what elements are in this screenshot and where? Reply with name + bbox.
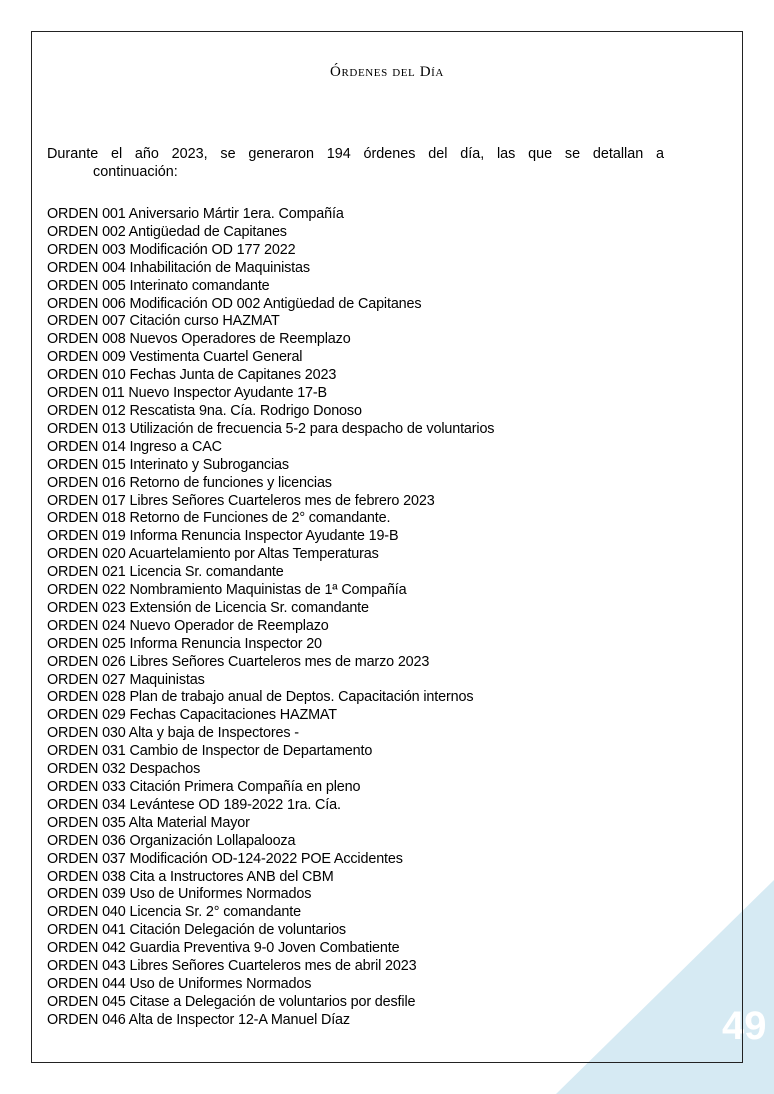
order-item: ORDEN 040 Licencia Sr. 2° comandante — [47, 904, 301, 921]
order-item: ORDEN 028 Plan de trabajo anual de Deptos. Capacitación internos — [47, 689, 474, 706]
order-item: ORDEN 003 Modificación OD 177 2022 — [47, 241, 296, 258]
order-item: ORDEN 006 Modificación OD 002 Antigüedad de Capitanes — [47, 295, 422, 312]
order-item: ORDEN 023 Extensión de Licencia Sr. comandante — [47, 599, 369, 616]
order-item: ORDEN 011 Nuevo Inspector Ayudante 17-B — [47, 385, 327, 402]
intro-line-2: continuación: — [93, 164, 178, 180]
order-item: ORDEN 017 Libres Señores Cuarteleros mes de febrero 2023 — [47, 492, 435, 509]
order-item: ORDEN 020 Acuartelamiento por Altas Temperaturas — [47, 546, 379, 563]
order-item: ORDEN 029 Fechas Capacitaciones HAZMAT — [47, 707, 337, 724]
order-item: ORDEN 043 Libres Señores Cuarteleros mes de abril 2023 — [47, 958, 417, 975]
order-item: ORDEN 026 Libres Señores Cuarteleros mes de marzo 2023 — [47, 653, 430, 670]
order-item: ORDEN 046 Alta de Inspector 12-A Manuel Díaz — [47, 1011, 350, 1028]
order-item: ORDEN 008 Nuevos Operadores de Reemplazo — [47, 331, 351, 348]
order-item: ORDEN 027 Maquinistas — [47, 671, 205, 688]
order-item: ORDEN 035 Alta Material Mayor — [47, 814, 250, 831]
order-item: ORDEN 036 Organización Lollapalooza — [47, 832, 296, 849]
order-item: ORDEN 016 Retorno de funciones y licencias — [47, 474, 332, 491]
order-item: ORDEN 024 Nuevo Operador de Reemplazo — [47, 617, 329, 634]
order-item: ORDEN 001 Aniversario Mártir 1era. Compañía — [47, 206, 344, 222]
order-item: ORDEN 034 Levántese OD 189-2022 1ra. Cía. — [47, 796, 341, 813]
order-item: ORDEN 031 Cambio de Inspector de Departamento — [47, 743, 373, 760]
order-item: ORDEN 045 Citase a Delegación de voluntarios por desfile — [47, 993, 416, 1010]
order-item: ORDEN 037 Modificación OD-124-2022 POE Accidentes — [47, 850, 403, 867]
order-item: ORDEN 041 Citación Delegación de voluntarios — [47, 922, 346, 939]
order-item: ORDEN 030 Alta y baja de Inspectores - — [47, 725, 299, 742]
order-item: ORDEN 021 Licencia Sr. comandante — [47, 564, 284, 581]
order-item: ORDEN 044 Uso de Uniformes Normados — [47, 975, 312, 992]
intro-paragraph — [47, 145, 664, 181]
order-item: ORDEN 038 Cita a Instructores ANB del CBM — [47, 868, 334, 885]
order-item: ORDEN 007 Citación curso HAZMAT — [47, 313, 280, 330]
order-item: ORDEN 012 Rescatista 9na. Cía. Rodrigo Donoso — [47, 402, 362, 419]
page-title: Órdenes del Día — [330, 64, 444, 80]
order-item: ORDEN 005 Interinato comandante — [47, 277, 270, 294]
order-item: ORDEN 032 Despachos — [47, 761, 201, 778]
order-item: ORDEN 013 Utilización de frecuencia 5-2 para despacho de voluntarios — [47, 420, 495, 437]
order-item: ORDEN 019 Informa Renuncia Inspector Ayudante 19-B — [47, 528, 399, 545]
order-item: ORDEN 004 Inhabilitación de Maquinistas — [47, 259, 310, 276]
order-item: ORDEN 033 Citación Primera Compañía en pleno — [47, 779, 361, 795]
orders-list — [47, 206, 494, 1030]
order-item: ORDEN 009 Vestimenta Cuartel General — [47, 349, 303, 366]
order-item: ORDEN 002 Antigüedad de Capitanes — [47, 223, 287, 240]
order-item: ORDEN 025 Informa Renuncia Inspector 20 — [47, 635, 322, 652]
intro-line-1: Durante el año 2023, se generaron 194 órdenes del día, las que se detallan a — [47, 146, 664, 162]
order-item: ORDEN 010 Fechas Junta de Capitanes 2023 — [47, 367, 337, 384]
order-item: ORDEN 022 Nombramiento Maquinistas de 1ª Compañía — [47, 582, 407, 599]
page-number: 49 — [722, 1004, 767, 1048]
order-item: ORDEN 015 Interinato y Subrogancias — [47, 456, 289, 473]
order-item: ORDEN 039 Uso de Uniformes Normados — [47, 886, 312, 903]
order-item: ORDEN 018 Retorno de Funciones de 2° comandante. — [47, 510, 391, 527]
order-item: ORDEN 014 Ingreso a CAC — [47, 438, 222, 455]
order-item: ORDEN 042 Guardia Preventiva 9-0 Joven Combatiente — [47, 940, 400, 957]
